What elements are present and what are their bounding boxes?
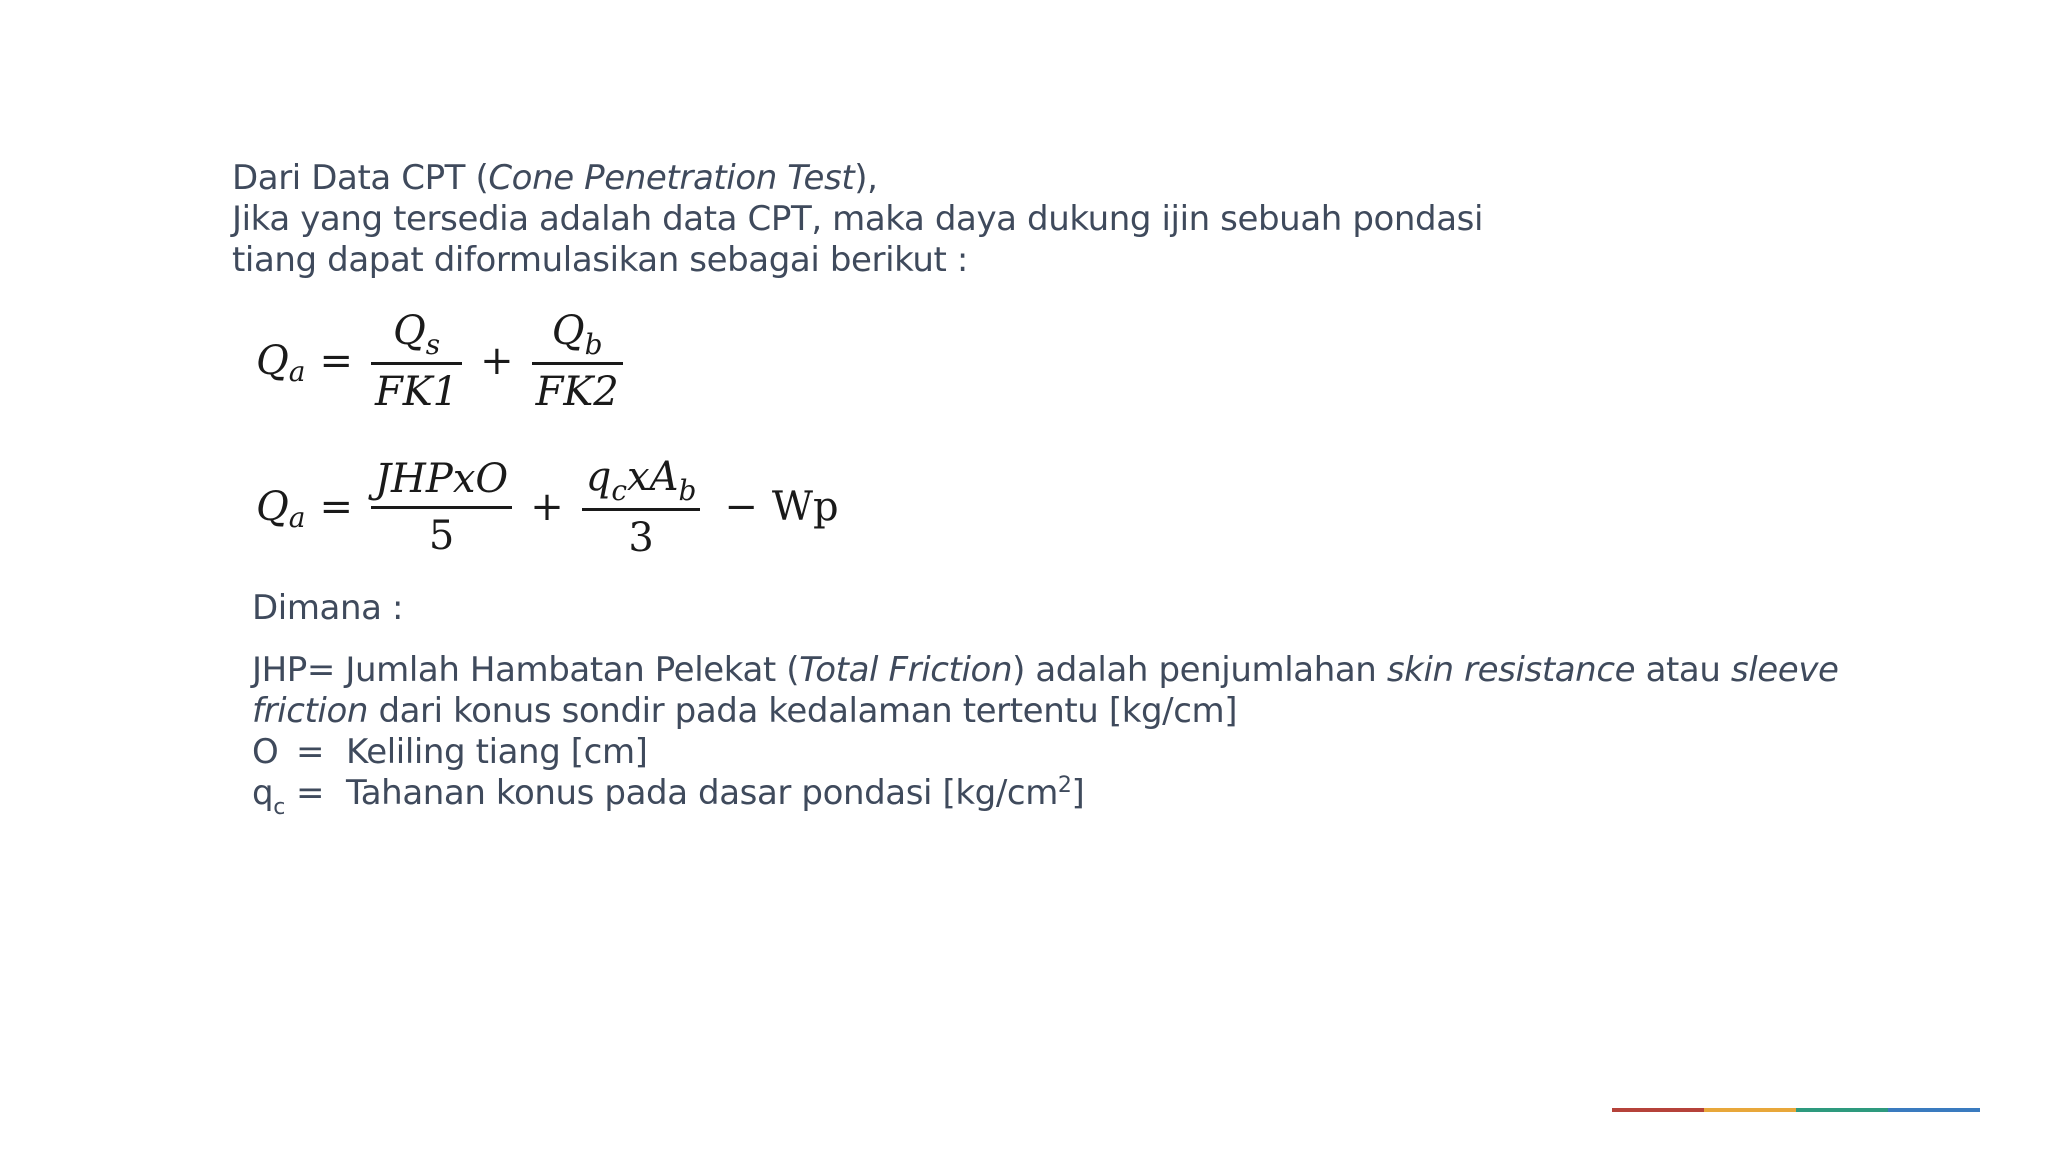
intro-text [232,158,1483,281]
definition-o: O = Keliling tiang [cm] [252,732,648,772]
definition-jhp: JHP= Jumlah Hambatan Pelekat (Total Friction) adalah penjumlahan skin resistance atau sleeve friction dari konus sondir pada kedalaman tertentu [kg/cm] [252,650,1839,731]
definitions [252,588,1912,818]
accent-segment-green [1796,1108,1888,1112]
accent-line [1612,1108,1980,1112]
fraction-qc-ab-3: $\frac{q_cxA_b}{3}$ [582,454,701,561]
fraction-qs-fk1: $\frac{Q_s}{FK1}$ [371,308,462,415]
intro-line-3: tiang dapat diformulasikan sebagai berikut : [232,240,968,280]
intro-line-2: Jika yang tersedia adalah data CPT, maka daya dukung ijin sebuah pondasi [232,199,1484,239]
formula-qa-cpt: Q a = $\frac{\text{JHPxO}}{5}$ + $\frac{q_cxA_b}{3}$ − Wp [256,454,839,561]
fraction-jhp-5: $\frac{\text{JHPxO}}{5}$ [371,456,512,559]
intro-line-1: Dari Data CPT (Cone Penetration Test), [232,158,878,198]
formula-qa-safety-factor: Q a = $\frac{Q_s}{FK1}$ + $\frac{Q_b}{FK2}$ [256,308,627,415]
fraction-qb-fk2: $\frac{Q_b}{FK2}$ [532,308,623,415]
accent-segment-red [1612,1108,1704,1112]
dimana-label: Dimana : [252,588,404,628]
accent-segment-orange [1704,1108,1796,1112]
accent-segment-blue [1888,1108,1980,1112]
definition-qc: $q_c$ = Tahanan konus pada dasar pondasi $[kg/cm^2]$ [252,773,1085,820]
